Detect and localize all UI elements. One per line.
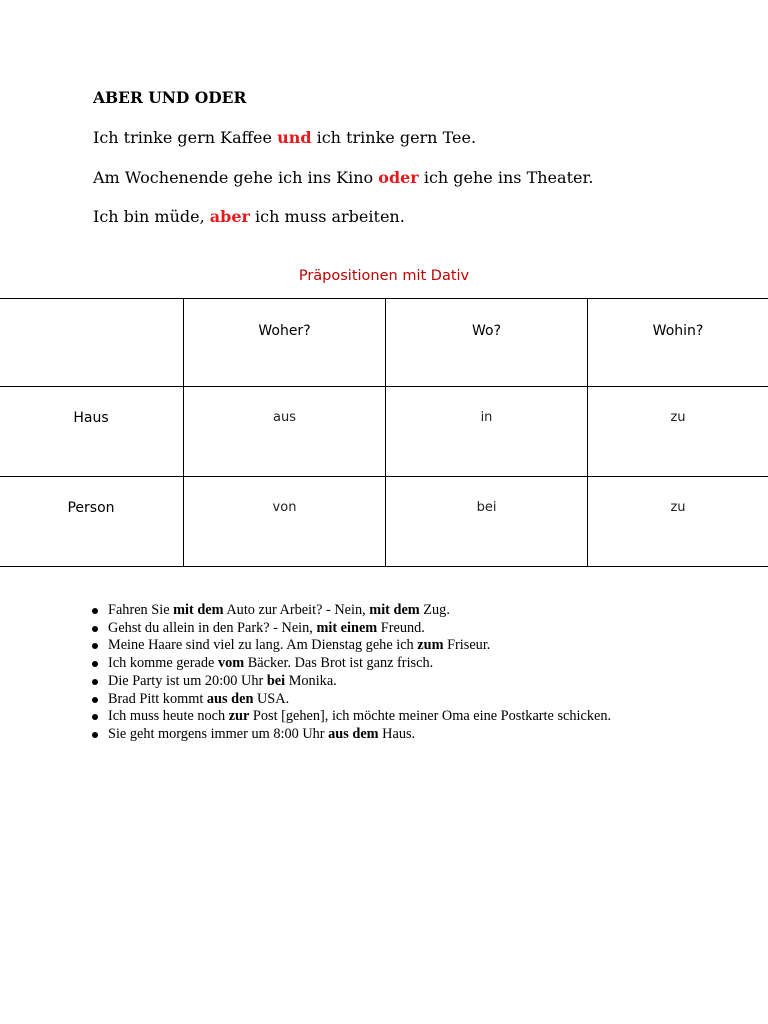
- table-cell: bei: [386, 477, 588, 567]
- sentence-oder: [93, 168, 593, 187]
- bullet-icon: [92, 697, 98, 703]
- preposition-table: [0, 298, 768, 567]
- conjunction-highlight: oder: [378, 168, 419, 187]
- example-text: Gehst du allein in den Park? - Nein,: [108, 619, 317, 636]
- example-text: Bäcker. Das Brot ist ganz frisch.: [244, 655, 434, 672]
- preposition-highlight: zur: [228, 708, 250, 725]
- table-cell: zu: [588, 477, 768, 567]
- table-cell: aus: [184, 387, 386, 477]
- preposition-highlight: mit einem: [316, 619, 378, 636]
- example-list-item: [90, 673, 611, 691]
- table-header-wo: Wo?: [386, 299, 588, 387]
- example-text: Freund.: [377, 619, 425, 636]
- sentence-und: [93, 128, 476, 147]
- example-list-item: [90, 726, 611, 744]
- example-text: Brad Pitt kommt: [108, 690, 207, 707]
- preposition-highlight: aus den: [206, 690, 254, 707]
- example-text: USA.: [253, 690, 290, 707]
- table-cell: von: [184, 477, 386, 567]
- example-text: Meine Haare sind viel zu lang. Am Dienstag gehe ich: [108, 637, 418, 654]
- heading: ABER UND ODER: [93, 88, 247, 107]
- bullet-icon: [92, 643, 98, 649]
- table-cell: zu: [588, 387, 768, 477]
- example-text: Die Party ist um 20:00 Uhr: [108, 672, 267, 689]
- table-row-person: [0, 477, 768, 567]
- bullet-icon: [92, 679, 98, 685]
- example-list-item: [90, 620, 611, 638]
- preposition-highlight: aus dem: [328, 725, 379, 742]
- sentence-text-before: Ich trinke gern Kaffee: [93, 128, 278, 147]
- table-row-label: Person: [0, 477, 184, 567]
- example-list: [90, 602, 611, 744]
- table-row-haus: [0, 387, 768, 477]
- example-text: Zug.: [419, 602, 450, 618]
- conjunction-highlight: aber: [209, 207, 250, 226]
- example-text: Monika.: [285, 672, 337, 689]
- example-text: Friseur.: [443, 637, 491, 654]
- example-text: Haus.: [378, 725, 416, 742]
- table-header-woher: Woher?: [184, 299, 386, 387]
- example-text: Fahren Sie: [108, 602, 174, 618]
- example-list-item: [90, 655, 611, 673]
- sentence-aber: [93, 207, 405, 226]
- sentence-text-before: Am Wochenende gehe ich ins Kino: [93, 168, 379, 187]
- sentence-text-before: Ich bin müde,: [93, 207, 210, 226]
- table-header-row: [0, 299, 768, 387]
- sentence-text-after: ich trinke gern Tee.: [311, 128, 477, 147]
- example-text: Ich komme gerade: [108, 655, 218, 672]
- example-list-item: [90, 691, 611, 709]
- sentence-text-after: ich gehe ins Theater.: [418, 168, 594, 187]
- example-list-item: [90, 708, 611, 726]
- example-text: Sie geht morgens immer um 8:00 Uhr: [108, 725, 329, 742]
- table-cell: in: [386, 387, 588, 477]
- preposition-highlight: mit dem: [173, 602, 224, 618]
- bullet-icon: [92, 732, 98, 738]
- table-header-cell-empty: [0, 299, 184, 387]
- example-list-item: [90, 602, 611, 620]
- preposition-highlight: bei: [266, 672, 286, 689]
- bullet-icon: [92, 626, 98, 632]
- example-text: Ich muss heute noch: [108, 708, 229, 725]
- preposition-highlight: zum: [417, 637, 444, 654]
- example-text: Post [gehen], ich möchte meiner Oma eine Postkarte schicken.: [249, 708, 612, 725]
- bullet-icon: [92, 714, 98, 720]
- preposition-highlight: mit dem: [369, 602, 420, 618]
- example-list-item: [90, 637, 611, 655]
- bullet-icon: [92, 661, 98, 667]
- bullet-icon: [92, 608, 98, 614]
- sentence-text-after: ich muss arbeiten.: [249, 207, 405, 226]
- table-header-wohin: Wohin?: [588, 299, 768, 387]
- table-row-label: Haus: [0, 387, 184, 477]
- conjunction-highlight: und: [277, 128, 312, 147]
- preposition-highlight: vom: [217, 655, 245, 672]
- table-title: Präpositionen mit Dativ: [298, 268, 470, 284]
- example-text: Auto zur Arbeit? - Nein,: [223, 602, 370, 618]
